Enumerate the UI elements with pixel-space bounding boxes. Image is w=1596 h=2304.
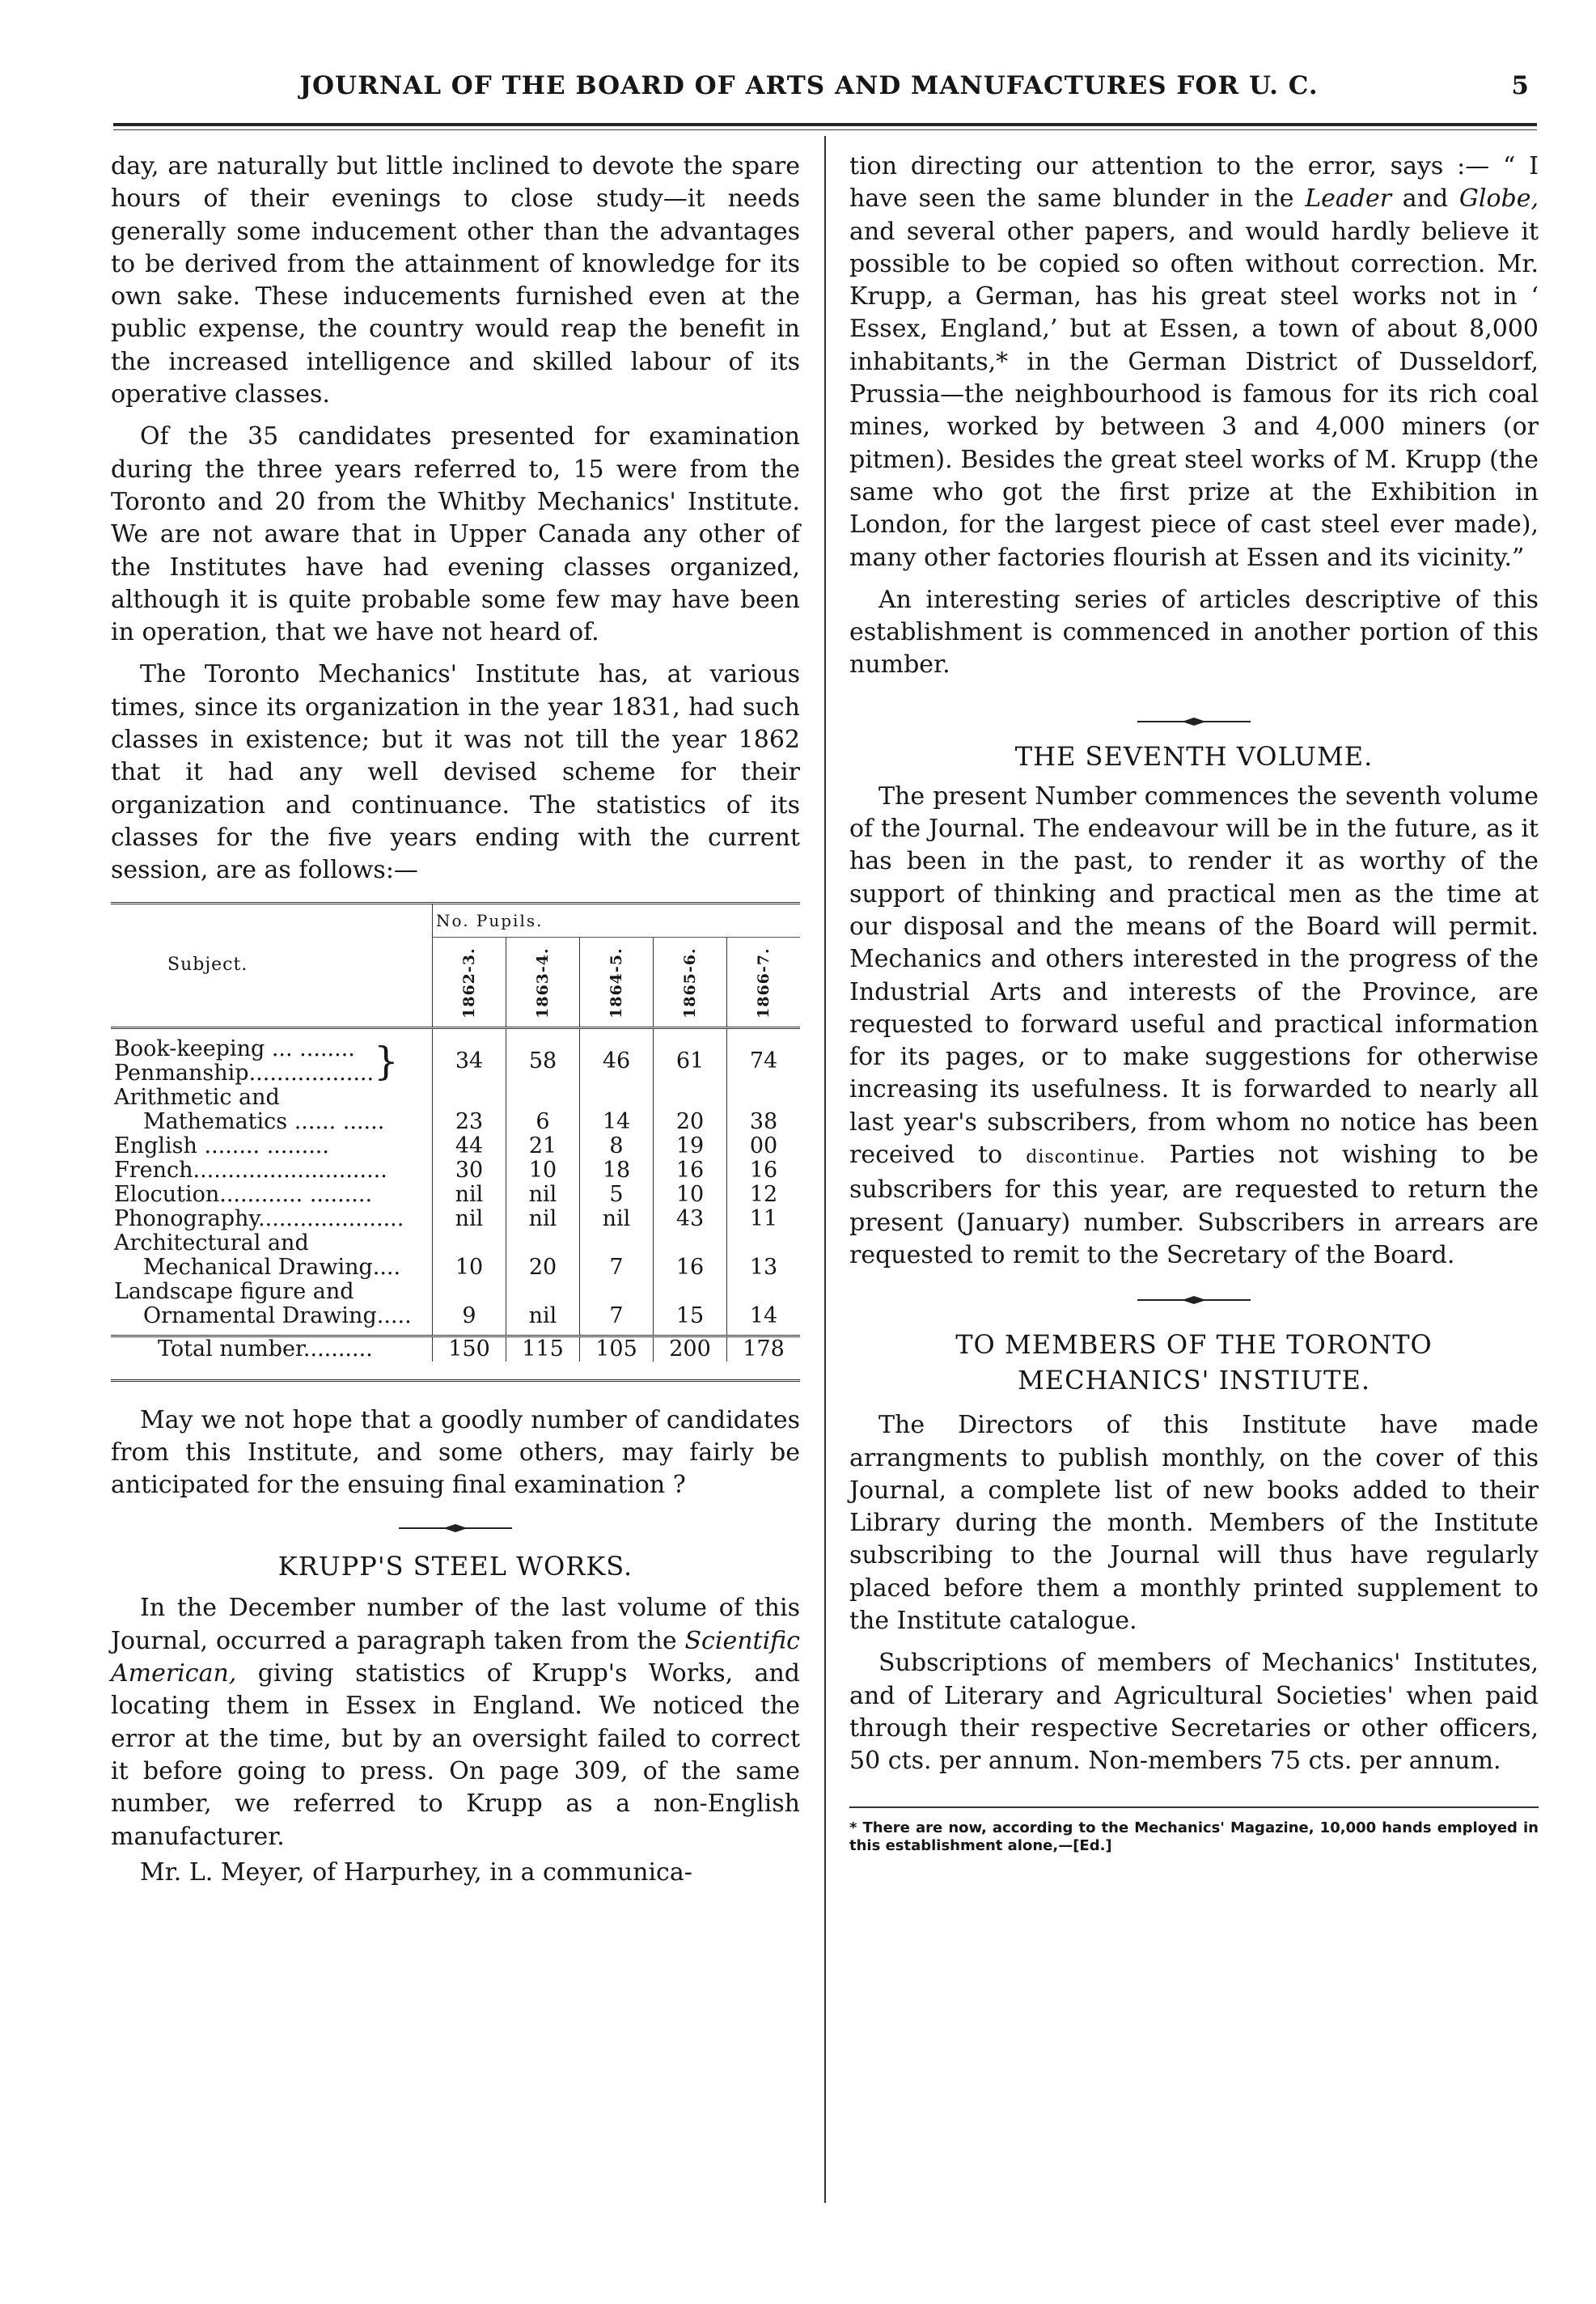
value-cell: 10 bbox=[654, 1183, 727, 1207]
year-header: 1863-4. bbox=[506, 937, 580, 1027]
value-cell: 43 bbox=[654, 1207, 727, 1231]
value-cell: 61 bbox=[654, 1037, 727, 1086]
total-value: 150 bbox=[433, 1336, 506, 1362]
value-cell: 18 bbox=[580, 1158, 654, 1183]
value-cell: 21 bbox=[506, 1134, 580, 1158]
value-cell: 20 bbox=[654, 1086, 727, 1134]
ornament-divider bbox=[1133, 1288, 1255, 1312]
value-cell: nil bbox=[506, 1280, 580, 1336]
total-value: 200 bbox=[654, 1336, 727, 1362]
total-value: 115 bbox=[506, 1336, 580, 1362]
value-cell: 12 bbox=[727, 1183, 801, 1207]
value-cell: 14 bbox=[727, 1280, 801, 1336]
table-row bbox=[111, 1207, 800, 1231]
value-cell: 16 bbox=[654, 1158, 727, 1183]
value-cell: 13 bbox=[727, 1231, 801, 1280]
total-label: Total number.......... bbox=[111, 1336, 433, 1362]
table-row bbox=[111, 1280, 800, 1336]
subject-cell: Architectural and Mechanical Drawing.... bbox=[114, 1230, 401, 1280]
running-title: JOURNAL OF THE BOARD OF ARTS AND MANUFACTURES FOR U. C. bbox=[299, 71, 1319, 100]
year-header: 1866-7. bbox=[727, 937, 801, 1027]
value-cell: 14 bbox=[580, 1086, 654, 1134]
subject-cell: English ........ ......... bbox=[114, 1133, 329, 1158]
paragraph: The Directors of this Institute have made arrangments to publish monthly, on the cover of this Journal, a complete list of new books added to their Library during the month. Members of the Institute subscribing to the Journal will thus have regularly placed before them a monthly printed supplement to the Institute catalogue. bbox=[849, 1411, 1539, 1635]
year-header: 1865-6. bbox=[654, 937, 727, 1027]
subject-column-header: Subject. bbox=[111, 903, 433, 1027]
value-cell: 5 bbox=[580, 1183, 654, 1207]
value-cell: nil bbox=[506, 1183, 580, 1207]
table-row bbox=[111, 1037, 800, 1086]
footnote-rule bbox=[849, 1806, 1539, 1808]
table-row bbox=[111, 1183, 800, 1207]
value-cell: nil bbox=[433, 1183, 506, 1207]
krupp-heading: KRUPP'S STEEL WORKS. bbox=[277, 1551, 633, 1582]
value-cell: 00 bbox=[727, 1134, 801, 1158]
subject-cell: Phonography..................... bbox=[114, 1205, 404, 1231]
value-cell: 30 bbox=[433, 1158, 506, 1183]
year-header: 1862-3. bbox=[433, 937, 506, 1027]
value-cell: nil bbox=[580, 1207, 654, 1231]
paragraph: tion directing our attention to the error, says :— “ I have seen the same blunder in the Leader and Globe, and several other papers, and would hardly believe it possible to be copied so often without correction. Mr. Krupp, a German, has his great steel works not in ‘ Essex, England,’ but at Essen, a town of about 8,000 inhabitants,* in the German District of Dusseldorf, Prussia—the neighbourhood is famous for its rich coal mines, worked by between 3 and 4,000 miners (or pitmen). Besides the great steel works of M. Krupp (the same who got the first prize at the Exhibition in London, for the largest piece of cast steel ever made), many other factories flourish at Essen and its vicinity.” bbox=[849, 152, 1539, 572]
paragraph: Subscriptions of members of Mechanics' Institutes, and of Literary and Agricultural Societies' when paid through their respective Secretaries or other officers, 50 cts. per annum. Non-members 75 cts. per annum. bbox=[849, 1649, 1539, 1776]
value-cell: 10 bbox=[433, 1231, 506, 1280]
table-bottom-rule bbox=[111, 1362, 800, 1382]
value-cell: 23 bbox=[433, 1086, 506, 1134]
value-cell: nil bbox=[433, 1207, 506, 1231]
value-cell: 46 bbox=[580, 1037, 654, 1086]
right-column bbox=[849, 150, 1539, 1855]
table-row bbox=[111, 1134, 800, 1158]
value-cell: 58 bbox=[506, 1037, 580, 1086]
paragraph: Of the 35 candidates presented for examination during the three years referred to, 15 were from the Toronto and 20 from the Whitby Mechanics' Institute. We are not aware that in Upper Canada any other of the Institutes have had evening classes organized, although it is quite probable some few may have been in operation, that we have not heard of. bbox=[111, 422, 800, 647]
value-cell: 44 bbox=[433, 1134, 506, 1158]
value-cell: 7 bbox=[580, 1280, 654, 1336]
subject-cell: French............................ bbox=[114, 1157, 387, 1183]
paragraph: The present Number commences the seventh volume of the Journal. The endeavour will be in the future, as it has been in the past, to render it as worthy of the support of thinking and practical men as the time at our disposal and the means of the Board will permit. Mechanics and others interested in the progress of the Industrial Arts and interests of the Province, are requested to forward useful and practical information for its pages, or to make suggestions for otherwise increasing its usefulness. It is forwarded to nearly all last year's subscribers, from whom no notice has been received to discontinue. Parties not wishing to be subscribers for this year, are requested to return the present (January) number. Subscribers in arrears are requested to remit to the Secretary of the Board. bbox=[849, 781, 1539, 1269]
value-cell: 15 bbox=[654, 1280, 727, 1336]
value-cell: 19 bbox=[654, 1134, 727, 1158]
members-heading: TO MEMBERS OF THE TORONTO MECHANICS' INSTIUTE. bbox=[955, 1329, 1433, 1396]
value-cell: 16 bbox=[727, 1158, 801, 1183]
total-value: 178 bbox=[727, 1336, 801, 1362]
subject-cell: Arithmetic and Mathematics ...... ...... bbox=[114, 1084, 385, 1134]
page-header bbox=[113, 71, 1537, 112]
table-row bbox=[111, 1158, 800, 1183]
pupils-group-header: No. Pupils. bbox=[433, 903, 801, 937]
value-cell: 11 bbox=[727, 1207, 801, 1231]
value-cell: 74 bbox=[727, 1037, 801, 1086]
ornament-divider bbox=[395, 1516, 516, 1540]
value-cell: 9 bbox=[433, 1280, 506, 1336]
total-value: 105 bbox=[580, 1336, 654, 1362]
value-cell: nil bbox=[506, 1207, 580, 1231]
paragraph: In the December number of the last volume of this Journal, occurred a paragraph taken from the Scientific American, giving statistics of Krupp's Works, and locating them in Essex in England. We noticed the error at the time, but by an oversight failed to correct it before going to press. On page 309, of the same number, we referred to Krupp as a non-English manufacturer. bbox=[111, 1594, 800, 1851]
paragraph: May we not hope that a goodly number of candidates from this Institute, and some others, may fairly be anticipated for the ensuing final examination ? bbox=[111, 1405, 800, 1500]
left-column bbox=[111, 150, 800, 1889]
header-rule-thin bbox=[113, 129, 1537, 130]
value-cell: 8 bbox=[580, 1134, 654, 1158]
subject-cell: Book-keeping ... ........ Penmanship..................} bbox=[114, 1036, 399, 1086]
value-cell: 38 bbox=[727, 1086, 801, 1134]
value-cell: 6 bbox=[506, 1086, 580, 1134]
value-cell: 7 bbox=[580, 1231, 654, 1280]
subject-cell: Elocution............ ......... bbox=[114, 1181, 373, 1207]
header-rule bbox=[113, 123, 1537, 126]
footnote: * There are now, according to the Mechanics' Magazine, 10,000 hands employed in this establishment alone,—[Ed.] bbox=[849, 1819, 1539, 1855]
page-number: 5 bbox=[1511, 71, 1529, 100]
table-row bbox=[111, 1231, 800, 1280]
subject-cell: Landscape figure and Ornamental Drawing..... bbox=[114, 1278, 412, 1328]
total-row bbox=[111, 1336, 800, 1362]
value-cell: 10 bbox=[506, 1158, 580, 1183]
paragraph: The Toronto Mechanics' Institute has, at various times, since its organization in the year 1831, had such classes in existence; but it was not till the year 1862 that it had any well devised scheme for their organization and continuance. The statistics of its classes for the five years ending with the current session, are as follows:— bbox=[111, 660, 800, 885]
class-statistics-table bbox=[111, 902, 800, 1362]
table-row bbox=[111, 1086, 800, 1134]
value-cell: 16 bbox=[654, 1231, 727, 1280]
paragraph: Mr. L. Meyer, of Harpurhey, in a communica- bbox=[140, 1857, 692, 1887]
year-header: 1864-5. bbox=[580, 937, 654, 1027]
paragraph: day, are naturally but little inclined to devote the spare hours of their evenings to close study—it needs generally some inducement other than the advantages to be derived from the attainment of knowledge for its own sake. These inducements furnished even at the public expense, the country would reap the benefit in the increased intelligence and skilled labour of its operative classes. bbox=[111, 152, 800, 409]
seventh-volume-heading: THE SEVENTH VOLUME. bbox=[1014, 740, 1374, 772]
ornament-divider bbox=[1133, 709, 1255, 734]
value-cell: 34 bbox=[433, 1037, 506, 1086]
paragraph: An interesting series of articles descriptive of this establishment is commenced in another portion of this number. bbox=[849, 585, 1539, 680]
column-divider bbox=[824, 136, 826, 2203]
value-cell: 20 bbox=[506, 1231, 580, 1280]
